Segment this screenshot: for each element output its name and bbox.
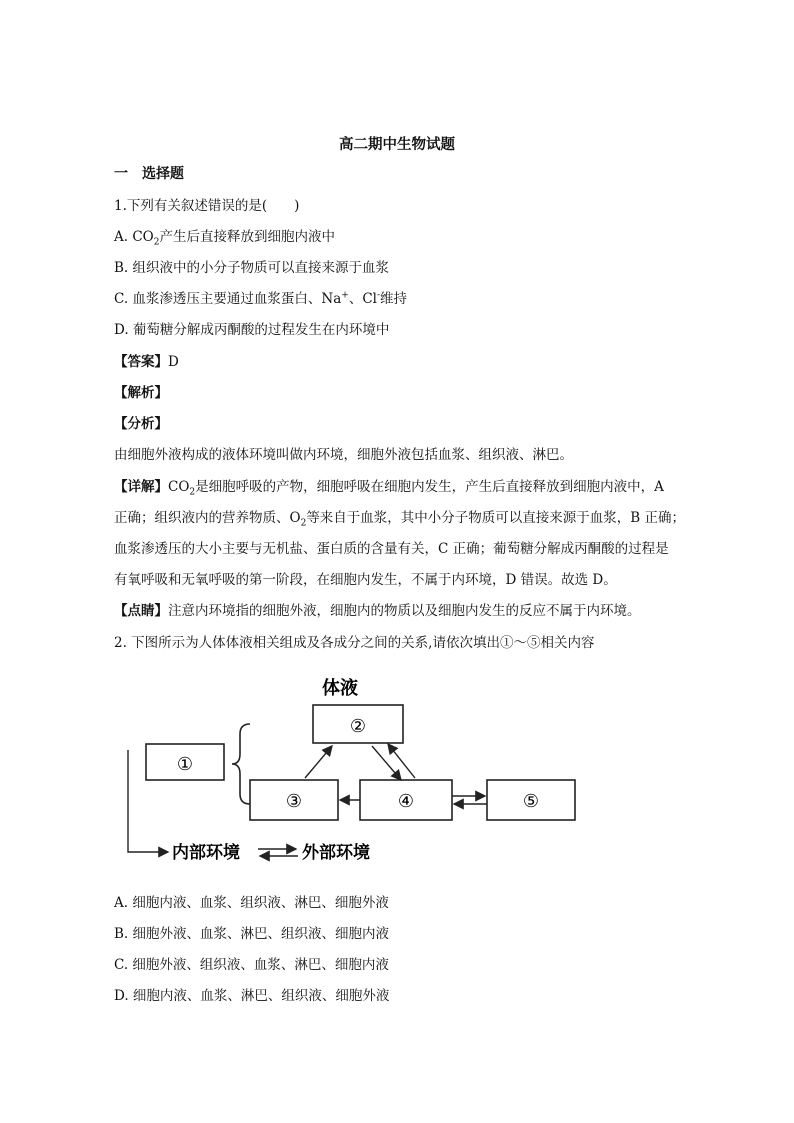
q1-option-d: D. 葡萄糖分解成丙酮酸的过程发生在内环境中 (114, 322, 390, 338)
q1-point: 【点睛】注意内环境指的细胞外液，细胞内的物质以及细胞内发生的反应不属于内环境。 (114, 603, 641, 619)
q1-detail-line-3: 血浆渗透压的大小主要与无机盐、蛋白质的含量有关，C 正确；葡萄糖分解成丙酮酸的过程是 (114, 541, 669, 557)
q1-fenxi-label: 【分析】 (114, 416, 168, 432)
q1-option-c: C. 血浆渗透压主要通过血浆蛋白、Na+、Cl-维持 (114, 290, 408, 307)
q2-option-d: D. 细胞内液、血浆、淋巴、组织液、细胞外液 (114, 988, 390, 1004)
arrow-4-to-2 (388, 744, 415, 778)
box-4-label: ④ (397, 791, 415, 812)
box-2-label: ② (349, 716, 367, 737)
arrow-3-to-2 (305, 746, 332, 778)
page-title: 高二期中生物试题 (339, 137, 455, 153)
q2-option-a: A. 细胞内液、血浆、组织液、淋巴、细胞外液 (114, 895, 389, 911)
diagram-top-label: 体液 (322, 678, 358, 699)
q2-stem: 2. 下图所示为人体体液相关组成及各成分之间的关系,请依次填出①～⑤相关内容 (114, 635, 595, 651)
q2-option-c: C. 细胞外液、组织液、血浆、淋巴、细胞内液 (114, 957, 389, 973)
q1-detail-line-2: 正确；组织液内的营养物质、$O_2$等来自于血浆，其中小分子物质可以直接来源于血浆，B 正确； (114, 510, 686, 529)
inner-env-label: 内部环境 (172, 843, 240, 863)
outer-env-label: 外部环境 (302, 843, 370, 863)
q1-option-a: A. $CO_2$产生后直接释放到细胞内液中 (114, 229, 335, 248)
q2-option-b: B. 细胞外液、血浆、淋巴、组织液、细胞内液 (114, 926, 390, 942)
arrow-1-to-inner-env (128, 750, 168, 852)
q1-option-b: B. 组织液中的小分子物质可以直接来源于血浆 (114, 260, 390, 276)
q1-stem: 1.下列有关叙述错误的是( ) (114, 198, 300, 214)
q1-fenxi-text: 由细胞外液构成的液体环境叫做内环境，细胞外液包括血浆、组织液、淋巴。 (114, 447, 573, 463)
q1-analysis-label: 【解析】 (114, 385, 168, 401)
q1-detail-line-4: 有氧呼吸和无氧呼吸的第一阶段，在细胞内发生，不属于内环境，D 错误。故选 D。 (114, 572, 617, 588)
box-5-label: ⑤ (522, 791, 540, 812)
grouping-brace (232, 724, 250, 804)
box-1-label: ① (176, 754, 194, 775)
body-fluid-diagram (110, 672, 590, 872)
section-heading: 一 选择题 (114, 166, 184, 182)
box-3-label: ③ (285, 791, 303, 812)
q1-answer: 【答案】D (114, 354, 179, 370)
arrow-2-to-4 (372, 746, 401, 780)
q1-detail-line-1: 【详解】$CO_2$是细胞呼吸的产物，细胞呼吸在细胞内发生，产生后直接释放到细胞内液中，A (114, 479, 664, 498)
